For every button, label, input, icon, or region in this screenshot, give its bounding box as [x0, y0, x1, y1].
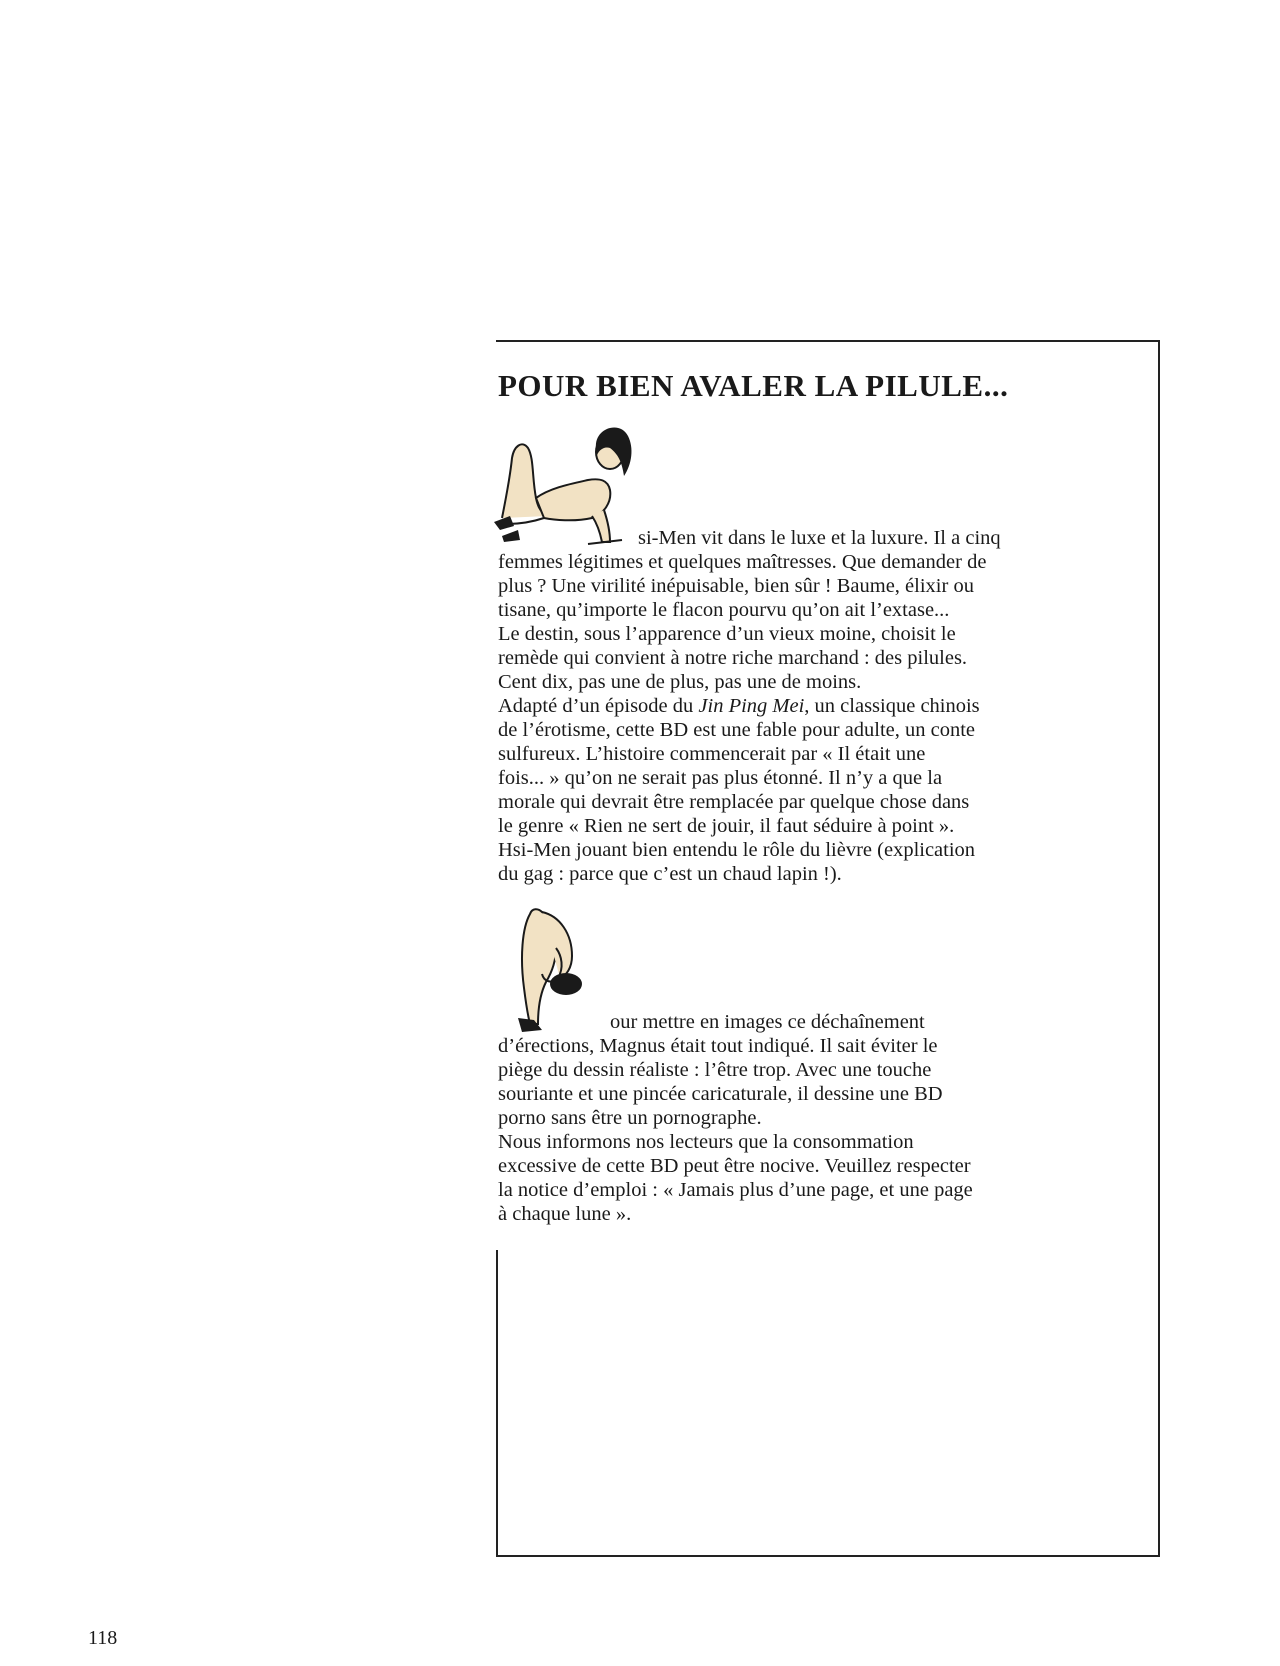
text-line: femmes légitimes et quelques maîtresses. Que demander de — [498, 551, 987, 573]
text-line — [498, 694, 1001, 718]
article-paragraph-1 — [498, 526, 1001, 886]
text-line: Hsi-Men jouant bien entendu le rôle du lièvre (explication — [498, 839, 976, 861]
frame-right-rule — [1158, 340, 1160, 1557]
text-line: sulfureux. L’histoire commencerait par « Il était une — [498, 743, 926, 765]
article-title: POUR BIEN AVALER LA PILULE... — [498, 368, 1009, 403]
text-line: souriante et une pincée caricaturale, il dessine une BD — [498, 1083, 943, 1105]
text-line: du gag : parce que c’est un chaud lapin !). — [498, 863, 842, 885]
text-run: , un classique chinois — [804, 695, 980, 717]
text-line: si-Men vit dans le luxe et la luxure. Il a cinq — [638, 527, 1001, 549]
text-line: d’érections, Magnus était tout indiqué. Il sait éviter le — [498, 1035, 938, 1057]
text-line: piège du dessin réaliste : l’être trop. Avec une touche — [498, 1059, 932, 1081]
text-line: excessive de cette BD peut être nocive. Veuillez respecter — [498, 1155, 971, 1177]
text-line: remède qui convient à notre riche marchand : des pilules. — [498, 647, 968, 669]
text-line: Nous informons nos lecteurs que la consommation — [498, 1131, 914, 1153]
text-line: Cent dix, pas une de plus, pas une de moins. — [498, 671, 862, 693]
page-number: 118 — [88, 1627, 118, 1649]
text-line: our mettre en images ce déchaînement — [610, 1011, 925, 1033]
text-line: morale qui devrait être remplacée par quelque chose dans — [498, 791, 970, 813]
book-title: Jin Ping Mei — [698, 695, 805, 717]
text-line: porno sans être un pornographe. — [498, 1107, 762, 1129]
frame-top-rule — [496, 340, 1160, 342]
text-line: plus ? Une virilité inépuisable, bien sûr ! Baume, élixir ou — [498, 575, 974, 597]
text-run: Adapté d’un épisode du — [498, 695, 699, 717]
frame-left-rule — [496, 1250, 498, 1557]
text-line: la notice d’emploi : « Jamais plus d’une page, et une page — [498, 1179, 973, 1201]
text-line: de l’érotisme, cette BD est une fable pour adulte, un conte — [498, 719, 976, 741]
text-line: fois... » qu’on ne serait pas plus étonné. Il n’y a que la — [498, 767, 943, 789]
text-line: tisane, qu’importe le flacon pourvu qu’on ait l’extase... — [498, 599, 950, 621]
text-line: à chaque lune ». — [498, 1203, 632, 1225]
text-line: le genre « Rien ne sert de jouir, il faut séduire à point ». — [498, 815, 955, 837]
text-line: Le destin, sous l’apparence d’un vieux moine, choisit le — [498, 623, 956, 645]
article-paragraph-2 — [498, 1010, 973, 1226]
frame-bottom-rule — [496, 1555, 1160, 1557]
